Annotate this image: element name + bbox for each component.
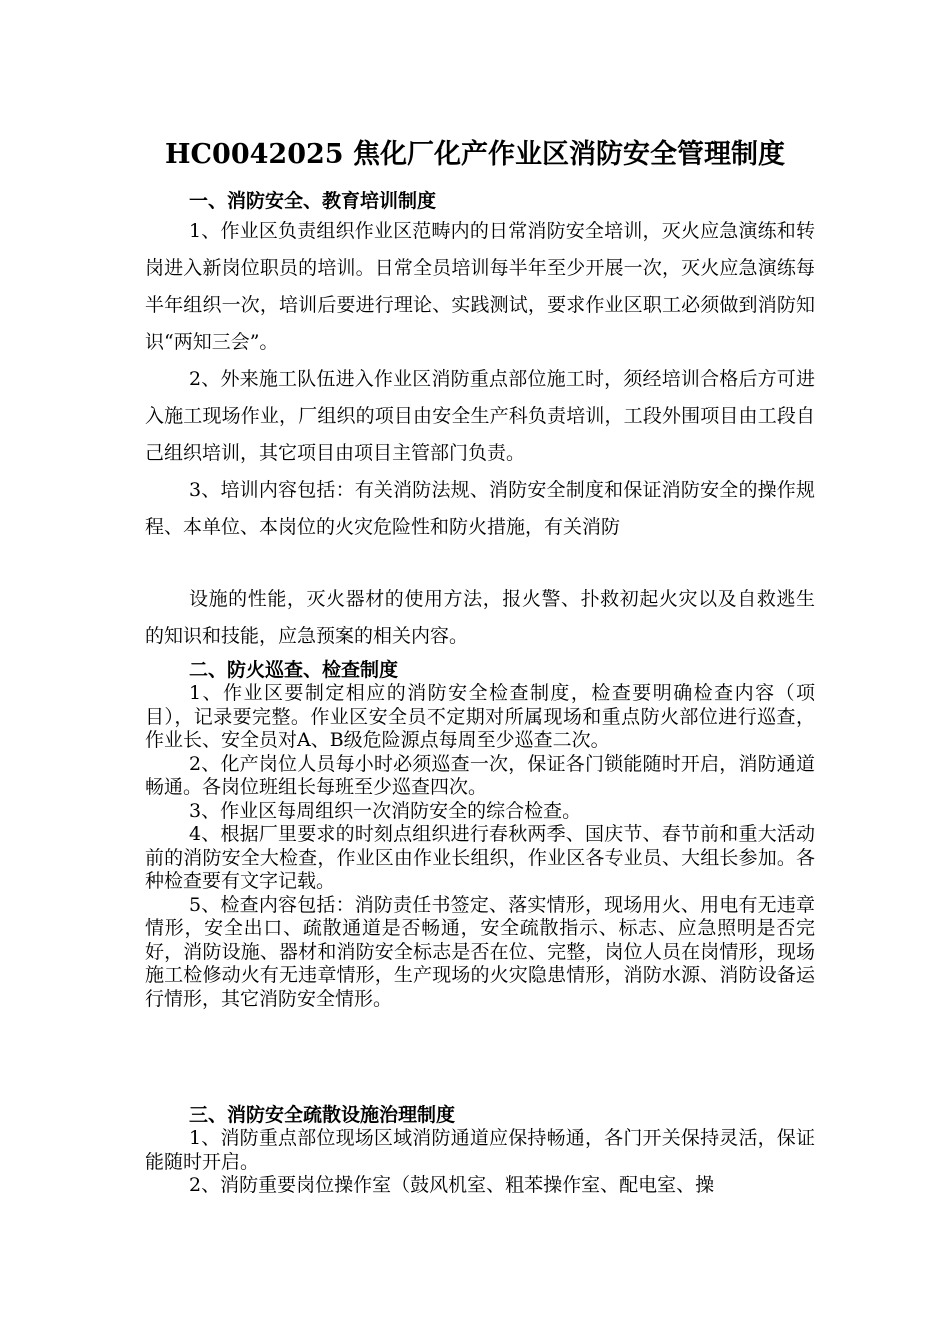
- section-2: [145, 658, 815, 1011]
- section-1-paragraph-4: 设施的性能，灭火器材的使用方法，报火警、扑救初起火灾以及自救逃生的知识和技能，应急预案的相关内容。: [145, 588, 815, 647]
- section-1-paragraph-1: 1、作业区负责组织作业区范畴内的日常消防安全培训，灭火应急演练和转岗进入新岗位职员的培训。日常全员培训每半年至少开展一次，灭火应急演练每半年组织一次，培训后要进行理论、实践测试，要求作业区职工必须做到消防知识“两知三会”。: [145, 220, 815, 353]
- section-2-paragraph-5: 5、检查内容包括：消防责任书签定、落实情形，现场用火、用电有无违章情形，安全出口、疏散通道是否畅通，安全疏散指示、标志、应急照明是否完好，消防设施、器材和消防安全标志是否在位、完整，岗位人员在岗情形，现场施工检修动火有无违章情形，生产现场的火灾隐患情形，消防水源、消防设备运行情形，其它消防安全情形。: [145, 893, 815, 1010]
- section-2-paragraph-2: 2、化产岗位人员每小时必须巡查一次，保证各门锁能随时开启，消防通道畅通。各岗位班组长每班至少巡查四次。: [145, 752, 815, 798]
- section-1-paragraph-2: 2、外来施工队伍进入作业区消防重点部位施工时，须经培训合格后方可进入施工现场作业，厂组织的项目由安全生产科负责培训，工段外围项目由工段自己组织培训，其它项目由项目主管部门负责。: [145, 368, 815, 464]
- section-3-heading: 三、消防安全疏散设施治理制度: [189, 1104, 456, 1126]
- section-2-paragraph-3: 3、作业区每周组织一次消防安全的综合检查。: [189, 799, 582, 822]
- section-3-paragraph-1: 1、消防重点部位现场区域消防通道应保持畅通，各门开关保持灵活，保证能随时开启。: [145, 1127, 815, 1173]
- section-1-heading: 一、消防安全、教育培训制度: [189, 190, 437, 212]
- section-2-heading: 二、防火巡查、检查制度: [189, 659, 399, 681]
- document-title: HC0042025 焦化厂化产作业区消防安全管理制度: [165, 139, 785, 170]
- section-2-paragraph-1: 1、作业区要制定相应的消防安全检查制度，检查要明确检查内容（项目），记录要完整。作业区安全员不定期对所属现场和重点防火部位进行巡查，作业长、安全员对A、B级危险源点每周至少巡查二次。: [145, 682, 815, 751]
- section-1-continued: [145, 581, 815, 655]
- section-2-paragraph-4: 4、根据厂里要求的时刻点组织进行春秋两季、国庆节、春节前和重大活动前的消防安全大检查，作业区由作业长组织，作业区各专业员、大组长参加。各种检查要有文字记载。: [145, 823, 815, 892]
- section-3-paragraph-2: 2、消防重要岗位操作室（鼓风机室、粗苯操作室、配电室、操: [189, 1174, 715, 1196]
- section-1-paragraph-3: 3、培训内容包括：有关消防法规、消防安全制度和保证消防安全的操作规程、本单位、本岗位的火灾危险性和防火措施，有关消防: [145, 479, 815, 538]
- section-1: [145, 189, 815, 546]
- section-3: [145, 1103, 815, 1198]
